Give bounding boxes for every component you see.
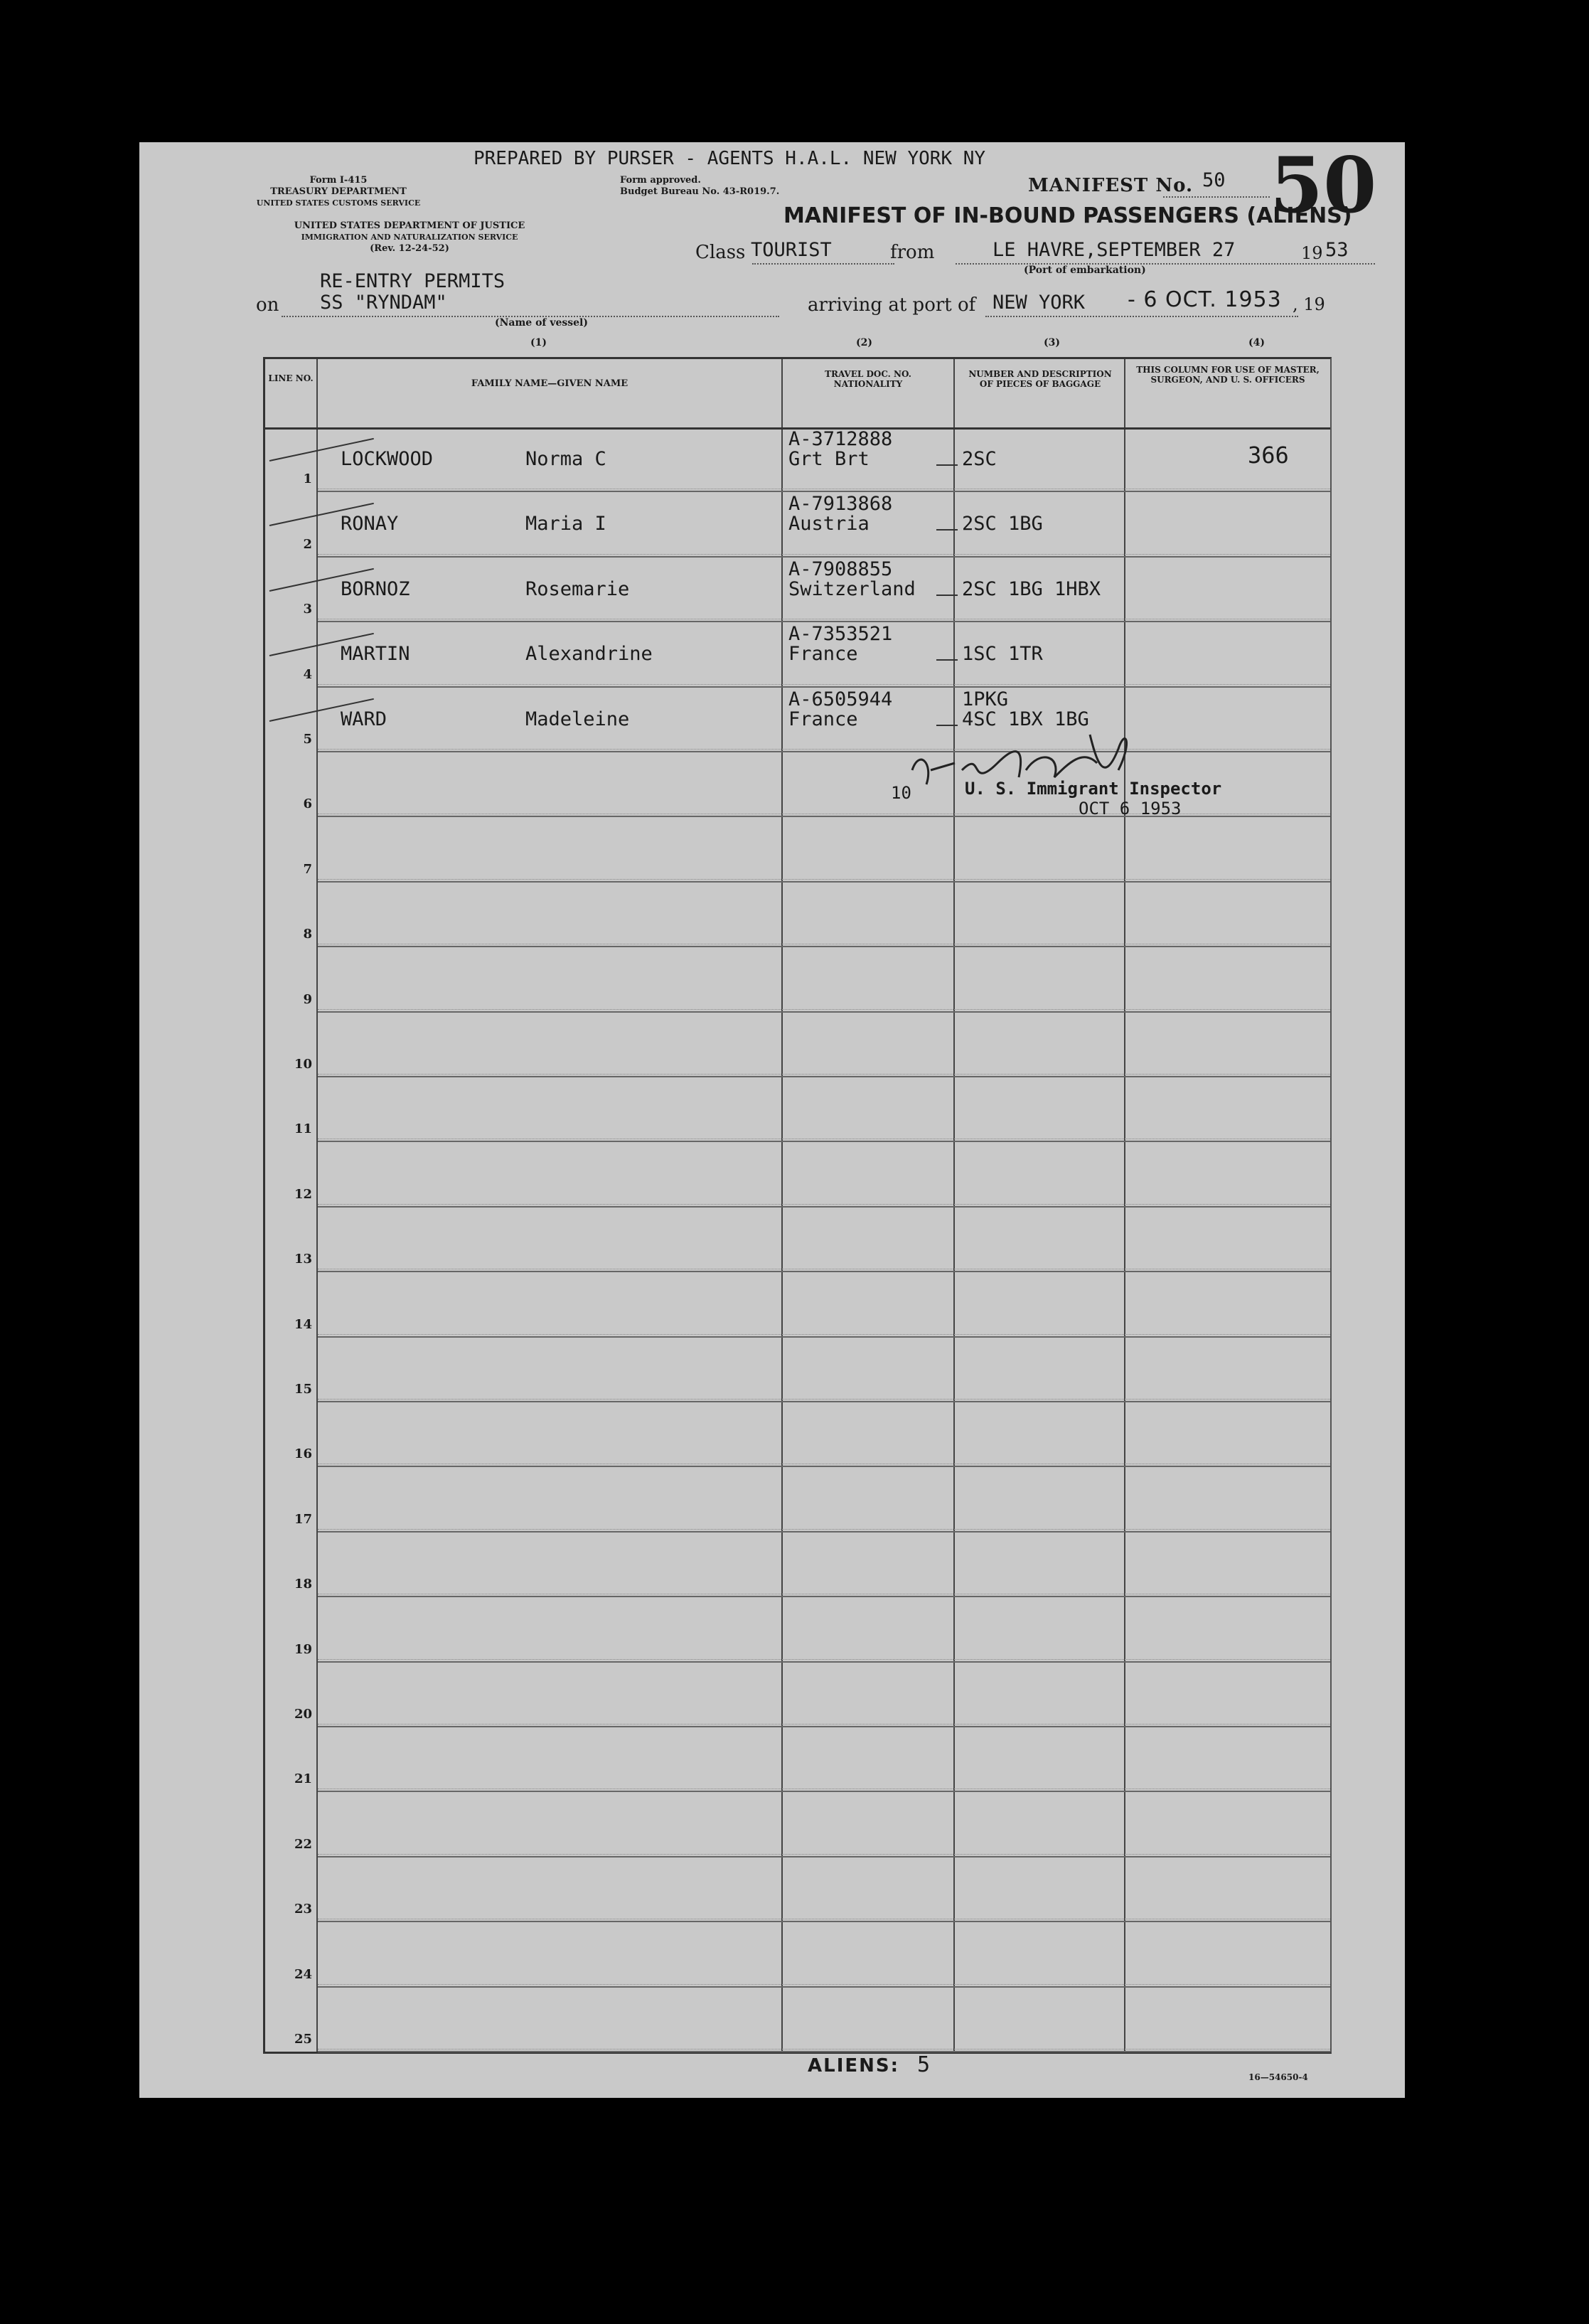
manifest-number-stamp: 50 [1270, 141, 1377, 230]
inspector-date: OCT 6 1953 [1079, 799, 1182, 819]
from-value: LE HAVRE,SEPTEMBER 27 [993, 239, 1236, 261]
table-row [265, 1338, 1330, 1402]
port-embarkation-caption: (Port of embarkation) [1024, 265, 1146, 276]
nationality: Grt Brt [788, 448, 870, 470]
manifest-number-label: MANIFEST No. [1028, 175, 1194, 196]
nationality: France [788, 708, 858, 730]
approval-block [620, 175, 780, 198]
row-rule-dotted [318, 554, 1330, 555]
row-rule-dotted [318, 1399, 1330, 1400]
manifest-table [263, 357, 1332, 2054]
row-rule-dotted [318, 879, 1330, 880]
form-number: Form I-415 [309, 175, 368, 186]
row-rule [318, 2051, 1330, 2052]
row-rule-dotted [318, 1724, 1330, 1725]
header-travel-doc: TRAVEL DOC. NO. NATIONALITY [825, 369, 911, 389]
row-rule-dotted [318, 749, 1330, 750]
table-row [265, 622, 1330, 687]
travel-doc-number: A-7913868 [788, 493, 893, 516]
manifest-page [139, 142, 1405, 2098]
inspector-mark: 10 [891, 783, 911, 803]
nationality: France [788, 643, 858, 666]
table-row [265, 1792, 1330, 1857]
row-number: 1 [303, 471, 312, 487]
form-agency-block [239, 175, 438, 209]
table-row [265, 1208, 1330, 1272]
baggage-line-1: 2SC [962, 448, 997, 470]
row-number: 18 [294, 1577, 312, 1592]
row-number: 21 [294, 1771, 312, 1787]
inspector-signature [905, 720, 1140, 799]
table-row [265, 1467, 1330, 1532]
travel-doc-number: A-6505944 [788, 688, 893, 710]
column-number-1: (1) [530, 337, 547, 348]
form-approved: Form approved. [620, 175, 701, 186]
budget-bureau: Budget Bureau No. 43-R019.7. [620, 186, 780, 197]
year-prefix: 19 [1301, 243, 1323, 263]
justice-block [253, 220, 566, 255]
arrival-underline [985, 316, 1298, 317]
row-rule-dotted [318, 1529, 1330, 1530]
row-number: 17 [294, 1511, 312, 1527]
arrival-year-prefix: , 19 [1293, 294, 1325, 314]
aliens-count: 5 [917, 2052, 931, 2077]
prepared-by-line: PREPARED BY PURSER - AGENTS H.A.L. NEW YORK NY [474, 148, 986, 169]
treasury-label: TREASURY DEPARTMENT [270, 186, 407, 197]
given-name: Maria I [525, 513, 606, 535]
row-number: 12 [294, 1186, 312, 1202]
given-name: Rosemarie [525, 577, 630, 600]
baggage-dash [936, 529, 958, 531]
baggage-line-1: 2SC 1BG 1HBX [962, 577, 1101, 600]
row-number: 24 [294, 1966, 312, 1982]
nationality: Austria [788, 513, 870, 535]
row-rule-dotted [318, 1659, 1330, 1660]
inspector-title: U. S. Immigrant Inspector [965, 779, 1222, 799]
print-code: 16—54650-4 [1248, 2072, 1308, 2082]
travel-doc-number: A-7908855 [788, 558, 893, 580]
table-row [265, 1597, 1330, 1662]
table-row [265, 1988, 1330, 2052]
row-number: 7 [303, 861, 312, 877]
family-name: MARTIN [341, 643, 410, 666]
class-underline [752, 263, 894, 265]
table-row [265, 1663, 1330, 1727]
table-row [265, 1272, 1330, 1337]
from-underline [956, 263, 1375, 265]
customs-label: UNITED STATES CUSTOMS SERVICE [256, 198, 421, 208]
travel-doc-number: A-3712888 [788, 428, 893, 450]
header-officers: THIS COLUMN FOR USE OF MASTER, SURGEON, AND U. S. OFFICERS [1136, 365, 1320, 385]
class-label: Class [695, 242, 746, 263]
table-header [265, 359, 1330, 430]
table-row [265, 1922, 1330, 1987]
class-value: TOURIST [751, 239, 832, 261]
row-rule-dotted [318, 1334, 1330, 1335]
nationality: Switzerland [788, 577, 916, 600]
row-rule-dotted [318, 1204, 1330, 1205]
family-name: RONAY [341, 513, 399, 535]
row-number: 9 [303, 991, 312, 1007]
table-row [265, 1142, 1330, 1207]
header-line-no: LINE NO. [268, 373, 314, 383]
vessel-name: SS "RYNDAM" [320, 292, 447, 314]
table-row [265, 558, 1330, 622]
row-rule-dotted [318, 1074, 1330, 1075]
table-row [265, 1727, 1330, 1792]
table-row [265, 427, 1330, 492]
table-row [265, 1077, 1330, 1142]
row-number: 14 [294, 1316, 312, 1332]
table-row [265, 947, 1330, 1012]
manifest-number-typed: 50 [1202, 169, 1226, 191]
row-number: 3 [303, 602, 312, 617]
baggage-line-2: 4SC 1BX 1BG [962, 708, 1089, 730]
header-name: FAMILY NAME—GIVEN NAME [471, 378, 628, 389]
row-rule-dotted [318, 2049, 1330, 2050]
on-label: on [256, 294, 279, 316]
row-number: 11 [294, 1121, 312, 1137]
row-number: 20 [294, 1706, 312, 1722]
family-name: LOCKWOOD [341, 448, 434, 470]
row-number: 10 [294, 1056, 312, 1072]
row-rule-dotted [318, 1984, 1330, 1985]
table-row [265, 1402, 1330, 1467]
baggage-dash [936, 464, 958, 466]
given-name: Madeleine [525, 708, 630, 730]
arrival-date-stamp: - 6 OCT. 1953 [1128, 287, 1282, 312]
row-number: 19 [294, 1641, 312, 1657]
manifest-title: MANIFEST OF IN-BOUND PASSENGERS (ALIENS) [783, 203, 1352, 228]
row-number: 6 [303, 796, 312, 812]
row-rule-dotted [318, 684, 1330, 685]
row-number: 8 [303, 927, 312, 942]
row-number: 23 [294, 1902, 312, 1917]
baggage-line-1: 2SC 1BG [962, 513, 1043, 535]
travel-doc-number: A-7353521 [788, 623, 893, 646]
baggage-dash [936, 659, 958, 661]
arriving-label: arriving at port of [808, 294, 976, 316]
family-name: WARD [341, 708, 387, 730]
given-name: Alexandrine [525, 643, 653, 666]
justice-label: UNITED STATES DEPARTMENT OF JUSTICE [294, 220, 525, 231]
table-row [265, 883, 1330, 947]
manifest-number-underline [1163, 196, 1270, 198]
immigration-label: IMMIGRATION AND NATURALIZATION SERVICE [301, 233, 518, 242]
row-number: 4 [303, 666, 312, 682]
table-row [265, 1857, 1330, 1922]
row-number: 15 [294, 1381, 312, 1397]
header-baggage: NUMBER AND DESCRIPTION OF PIECES OF BAGGAGE [968, 369, 1112, 389]
revision-label: (Rev. 12-24-52) [370, 243, 449, 254]
row-rule-dotted [318, 1009, 1330, 1010]
row-number: 5 [303, 731, 312, 747]
column-number-4: (4) [1248, 337, 1265, 348]
given-name: Norma C [525, 448, 606, 470]
row-number: 13 [294, 1252, 312, 1267]
row-rule-dotted [318, 1854, 1330, 1855]
table-row [265, 817, 1330, 882]
aliens-label: ALIENS: [808, 2055, 900, 2077]
baggage-dash [936, 595, 958, 596]
table-row [265, 492, 1330, 557]
family-name: BORNOZ [341, 577, 410, 600]
column-number-3: (3) [1044, 337, 1060, 348]
baggage-line-1: 1PKG [962, 688, 1009, 710]
table-row [265, 688, 1330, 752]
row-number: 16 [294, 1446, 312, 1462]
row-number: 2 [303, 536, 312, 552]
column-number-2: (2) [856, 337, 872, 348]
row-number: 22 [294, 1836, 312, 1852]
arrival-port: NEW YORK [993, 292, 1086, 314]
officer-note: 366 [1248, 442, 1289, 469]
vessel-caption: (Name of vessel) [495, 317, 588, 329]
from-label: from [890, 242, 935, 263]
table-row [265, 1533, 1330, 1597]
year-value: 53 [1325, 239, 1349, 261]
row-number: 25 [294, 2031, 312, 2047]
reentry-permits: RE-ENTRY PERMITS [320, 270, 505, 292]
table-row [265, 1013, 1330, 1077]
baggage-line-1: 1SC 1TR [962, 643, 1043, 666]
